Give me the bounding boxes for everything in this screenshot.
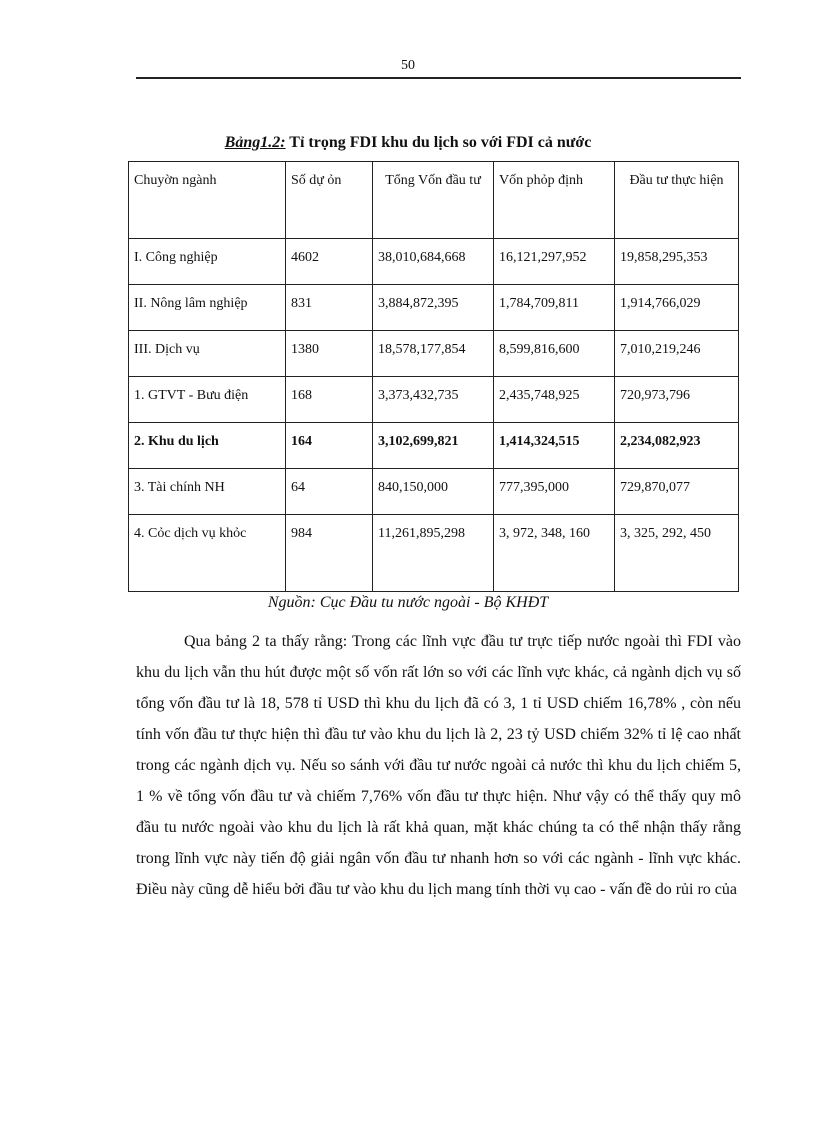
cell-projects: 64 — [286, 469, 373, 515]
table-row-highlight — [129, 423, 739, 469]
table-header-row — [129, 162, 739, 239]
cell-total-capital: 38,010,684,668 — [373, 239, 494, 285]
cell-sector: 4. Cỏc dịch vụ khỏc — [129, 515, 286, 592]
cell-sector: 3. Tài chính NH — [129, 469, 286, 515]
cell-projects: 164 — [286, 423, 373, 469]
header-cell-sector: Chuyờn ngành — [129, 162, 286, 239]
cell-total-capital: 18,578,177,854 — [373, 331, 494, 377]
cell-legal-capital: 1,414,324,515 — [494, 423, 615, 469]
cell-total-capital: 840,150,000 — [373, 469, 494, 515]
cell-total-capital: 11,261,895,298 — [373, 515, 494, 592]
table-row — [129, 515, 739, 592]
cell-sector: 1. GTVT - Bưu điện — [129, 377, 286, 423]
header-cell-legal-capital: Vốn phỏp định — [494, 162, 615, 239]
cell-implemented: 7,010,219,246 — [615, 331, 739, 377]
header-cell-implemented: Đầu tư thực hiện — [615, 162, 739, 239]
table-row — [129, 469, 739, 515]
cell-total-capital: 3,102,699,821 — [373, 423, 494, 469]
cell-legal-capital: 16,121,297,952 — [494, 239, 615, 285]
cell-legal-capital: 777,395,000 — [494, 469, 615, 515]
cell-projects: 168 — [286, 377, 373, 423]
table-row — [129, 285, 739, 331]
table-row — [129, 331, 739, 377]
cell-projects: 984 — [286, 515, 373, 592]
table-source: Nguồn: Cục Đầu tu nước ngoài - Bộ KHĐT — [267, 594, 549, 611]
cell-projects: 1380 — [286, 331, 373, 377]
table-row — [129, 239, 739, 285]
cell-implemented: 729,870,077 — [615, 469, 739, 515]
table-caption — [0, 134, 816, 152]
cell-legal-capital: 1,784,709,811 — [494, 285, 615, 331]
cell-implemented: 3, 325, 292, 450 — [615, 515, 739, 592]
cell-sector: III. Dịch vụ — [129, 331, 286, 377]
cell-legal-capital: 3, 972, 348, 160 — [494, 515, 615, 592]
cell-sector: I. Công nghiệp — [129, 239, 286, 285]
header-cell-projects: Số dự ỏn — [286, 162, 373, 239]
cell-total-capital: 3,373,432,735 — [373, 377, 494, 423]
table-caption-text: Tỉ trọng FDI khu du lịch so với FDI cả nước — [285, 134, 592, 151]
header-cell-total-capital: Tổng Vốn đầu tư — [373, 162, 494, 239]
cell-implemented: 2,234,082,923 — [615, 423, 739, 469]
cell-sector: 2. Khu du lịch — [129, 423, 286, 469]
cell-projects: 4602 — [286, 239, 373, 285]
cell-total-capital: 3,884,872,395 — [373, 285, 494, 331]
cell-legal-capital: 8,599,816,600 — [494, 331, 615, 377]
cell-projects: 831 — [286, 285, 373, 331]
cell-legal-capital: 2,435,748,925 — [494, 377, 615, 423]
table-row — [129, 377, 739, 423]
cell-implemented: 720,973,796 — [615, 377, 739, 423]
cell-implemented: 1,914,766,029 — [615, 285, 739, 331]
table-caption-label: Bảng1.2: — [224, 134, 286, 151]
cell-sector: II. Nông lâm nghiệp — [129, 285, 286, 331]
body-paragraph: Qua bảng 2 ta thấy rằng: Trong các lĩnh vực đầu tư trực tiếp nước ngoài thì FDI vào khu du lịch vẫn thu hút được một số vốn rất lớn so với các lĩnh vực khác, cả ngành dịch vụ số tổng vốn đầu tư là 18, 578 tỉ USD thì khu du lịch đã có 3, 1 tỉ USD chiếm 16,78% , còn nếu tính vốn đầu tư thực hiện thì đầu tư vào khu du lịch là 2, 23 tỷ USD chiếm 32% tỉ lệ cao nhất trong các ngành dịch vụ. Nếu so sánh với đầu tư nước ngoài cả nước thì khu du lịch chiếm 5, 1 % về tổng vốn đầu tư và chiếm 7,76% vốn đầu tư thực hiện. Như vậy có thể thấy quy mô đầu tu nước ngoài vào khu du lịch là rất khả quan, mặt khác chúng ta có thể nhận thấy rằng trong lĩnh vực này tiến độ giải ngân vốn đầu tư nhanh hơn so với các ngành - lĩnh vực khác. Điều này cũng dễ hiểu bởi đầu tư vào khu du lịch mang tính thời vụ cao - vấn đề do rủi ro của — [136, 633, 741, 898]
page-number: 50 — [401, 58, 415, 73]
fdi-table — [128, 161, 739, 592]
header-rule — [136, 77, 741, 79]
cell-implemented: 19,858,295,353 — [615, 239, 739, 285]
